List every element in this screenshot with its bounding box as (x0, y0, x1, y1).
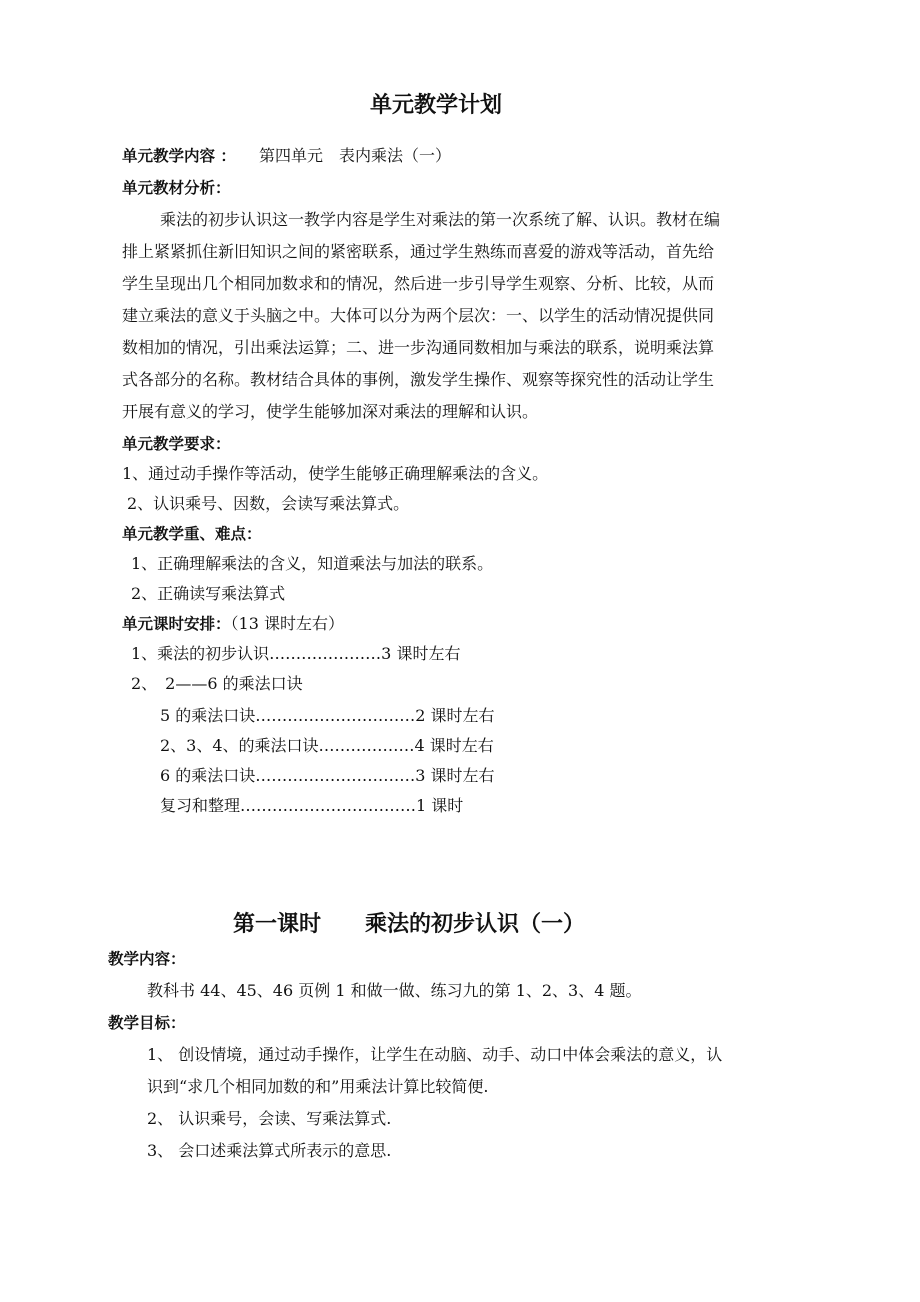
lesson-content-heading: 教学内容： (108, 950, 186, 968)
schedule-item: 1、乘法的初步认识…………………3 课时左右 (131, 644, 461, 663)
analysis-line: 排上紧紧抓住新旧知识之间的紧密联系，通过学生熟练而喜爱的游戏等活动，首先给 (122, 242, 715, 261)
schedule-heading: 单元课时安排： (122, 615, 231, 633)
lesson-goal-line: 识到“求几个相同加数的和”用乘法计算比较简便. (147, 1077, 489, 1096)
schedule-row (122, 614, 344, 634)
unit-content-row (122, 146, 451, 166)
lesson-goal-line: 1、 创设情境，通过动手操作，让学生在动脑、动手、动口中体会乘法的意义，认 (147, 1045, 723, 1064)
schedule-total: （13 课时左右） (230, 614, 344, 633)
schedule-sub-item: 复习和整理……………………………1 课时 (160, 796, 464, 815)
lesson-content: 教科书 44、45、46 页例 1 和做一做、练习九的第 1、2、3、4 题。 (147, 981, 642, 1000)
schedule-sub-item: 6 的乘法口诀…………………………3 课时左右 (160, 766, 495, 785)
analysis-line: 乘法的初步认识这一教学内容是学生对乘法的第一次系统了解、认识。教材在编 (160, 210, 721, 229)
unit-content-label: 单元教学内容 ： (122, 147, 236, 165)
key-points-heading: 单元教学重、难点： (122, 525, 262, 543)
lesson-goals-heading: 教学目标： (108, 1014, 186, 1032)
lesson-goal-line: 2、 认识乘号，会读、写乘法算式. (147, 1109, 392, 1128)
schedule-sub-item: 5 的乘法口诀…………………………2 课时左右 (160, 706, 495, 725)
analysis-line: 学生呈现出几个相同加数求和的情况，然后进一步引导学生观察、分析、比较，从而 (122, 274, 715, 293)
lesson-goal-line: 3、 会口述乘法算式所表示的意思. (147, 1141, 392, 1160)
analysis-line: 建立乘法的意义于头脑之中。大体可以分为两个层次：一、以学生的活动情况提供同 (122, 306, 715, 325)
analysis-line: 开展有意义的学习，使学生能够加深对乘法的理解和认识。 (122, 402, 539, 421)
requirement-item: 2、认识乘号、因数，会读写乘法算式。 (127, 494, 410, 513)
analysis-heading: 单元教材分析： (122, 179, 231, 197)
analysis-line: 数相加的情况，引出乘法运算；二、进一步沟通同数相加与乘法的联系，说明乘法算 (122, 338, 715, 357)
key-point-item: 1、正确理解乘法的含义，知道乘法与加法的联系。 (131, 554, 494, 573)
unit-content-value: 第四单元 表内乘法（一） (259, 146, 452, 165)
requirement-item: 1、通过动手操作等活动，使学生能够正确理解乘法的含义。 (122, 464, 549, 483)
key-point-item: 2、正确读写乘法算式 (131, 584, 286, 603)
page-title: 单元教学计划 (370, 93, 503, 118)
schedule-item: 2、 2——6 的乘法口诀 (131, 674, 303, 693)
requirements-heading: 单元教学要求： (122, 435, 231, 453)
schedule-sub-item: 2、3、4、的乘法口诀………………4 课时左右 (160, 736, 494, 755)
lesson-title: 第一课时 乘法的初步认识（一） (233, 912, 586, 937)
analysis-line: 式各部分的名称。教材结合具体的事例，激发学生操作、观察等探究性的活动让学生 (122, 370, 715, 389)
